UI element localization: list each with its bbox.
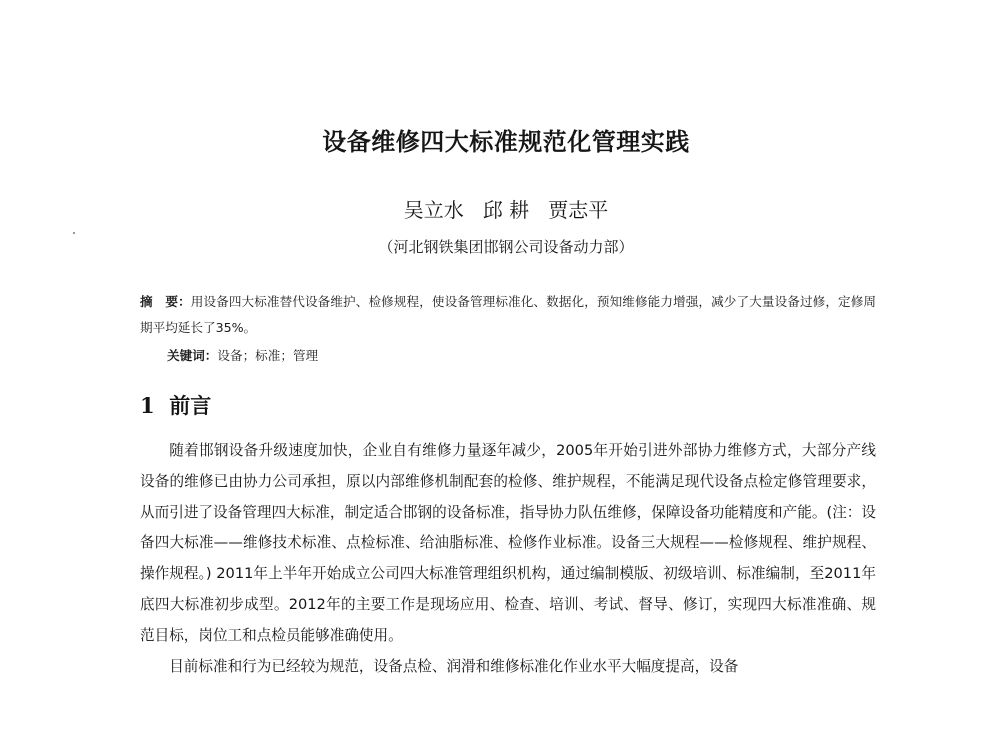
section-number: 1: [140, 393, 155, 418]
scan-speck: [73, 232, 75, 234]
keywords-text: 设备；标准；管理: [217, 348, 319, 363]
keywords-label: 关键词：: [167, 348, 218, 363]
paper-title: 设备维修四大标准规范化管理实践: [322, 128, 690, 156]
author-affiliation: （河北钢铁集团邯钢公司设备动力部）: [378, 238, 634, 256]
section-heading: [140, 390, 211, 420]
abstract-text: 用设备四大标准替代设备维护、检修规程，使设备管理标准化、数据化，预知维修能力增强，减少了大量设备过修，定修周期平均延长了35%。: [140, 294, 877, 335]
section-title: 前言: [169, 393, 212, 418]
author-list: 吴立水 邱 耕 贾志平: [403, 198, 609, 222]
abstract-label: 摘 要：: [140, 294, 191, 309]
body-paragraph: 目前标准和行为已经较为规范，设备点检、润滑和维修标准化作业水平大幅度提高，设备: [169, 657, 739, 675]
body-paragraph: 随着邯钢设备升级速度加快，企业自有维修力量逐年减少，2005年开始引进外部协力维修方式，大部分产线设备的维修已由协力公司承担，原以内部维修机制配套的检修、维护规程，不能满足现代设备点检定修管理要求，从而引进了设备管理四大标准，制定适合邯钢的设备标准，指导协力队伍维修，保障设备功能精度和产能。(注：设备四大标准——维修技术标准、点检标准、给油脂标准、检修作业标准。设备三大规程——检修规程、维护规程、操作规程。) 2011年上半年开始成立公司四大标准管理组织机构，通过编制模版、初级培训、标准编制，至2011年底四大标准初步成型。2012年的主要工作是现场应用、检查、培训、考试、督导、修订，实现四大标准准确、规范目标，岗位工和点检员能够准确使用。: [140, 442, 876, 644]
section-body: [140, 436, 876, 682]
abstract-block: [140, 289, 876, 341]
keywords-block: [167, 343, 867, 369]
